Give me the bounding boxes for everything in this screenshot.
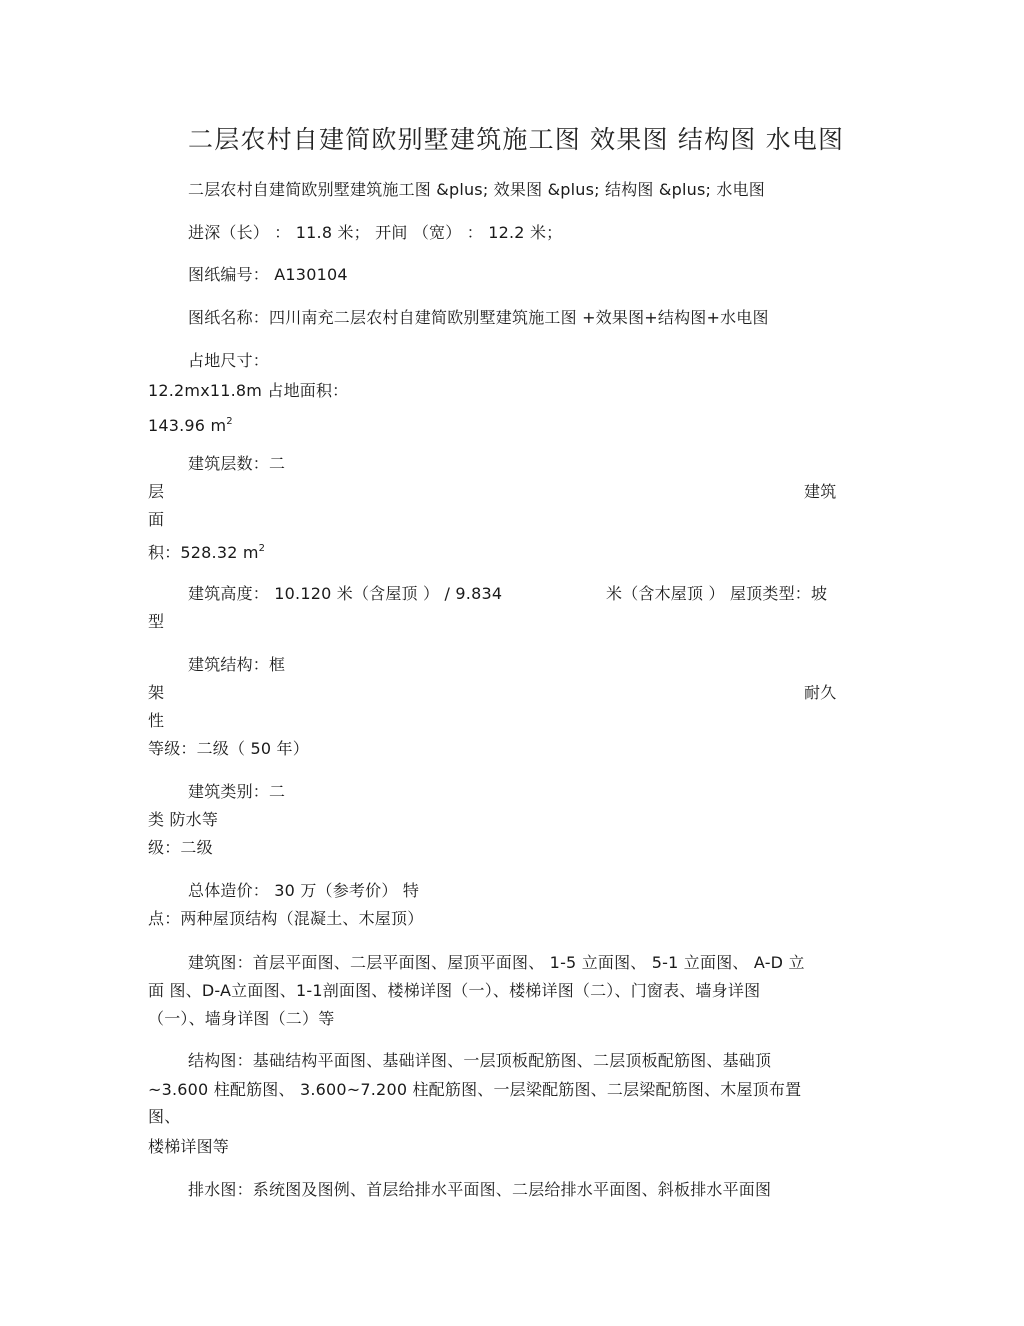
- durability-label-right: 耐久: [804, 683, 837, 702]
- cost-line-2: 点：两种屋顶结构（混凝土、木屋顶）: [148, 909, 424, 928]
- floor-area-line-2: 积：528.32 $m^2$: [148, 543, 266, 562]
- category-line-1: 建筑类别：二: [188, 782, 286, 801]
- structure-line-2: 架: [148, 683, 165, 702]
- site-area-value: 143.96 $m^2$: [148, 416, 233, 435]
- depth-width-line: 进深（长） ： 11.8 米； 开间 （宽） ： 12.2 米；: [188, 223, 563, 242]
- drawing-name-line: 图纸名称：四川南充二层农村自建简欧别墅建筑施工图 +效果图+结构图+水电图: [188, 308, 769, 327]
- floors-line-2: 层: [148, 482, 165, 501]
- structure-drawings-line-2: ~3.600 柱配筋图、 3.600~7.200 柱配筋图、一层梁配筋图、二层梁配筋图、木屋顶布置: [148, 1080, 802, 1099]
- drawing-number-line: 图纸编号： A130104: [188, 265, 348, 284]
- architecture-drawings-line-1: 建筑图：首层平面图、二层平面图、屋顶平面图、 1-5 立面图、 5-1 立面图、 A-D 立: [188, 953, 805, 972]
- drainage-drawings-line-1: 排水图：系统图及图例、首层给排水平面图、二层给排水平面图、斜板排水平面图: [188, 1180, 772, 1199]
- architecture-drawings-line-2: 面 图、D-A立面图、1-1剖面图、楼梯详图（一）、楼梯详图（二）、门窗表、墙身详图: [148, 981, 761, 1000]
- architecture-drawings-line-3: （一）、墙身详图（二）等: [148, 1009, 335, 1028]
- cost-line-1: 总体造价： 30 万（参考价） 特: [188, 881, 420, 900]
- site-size-value: 12.2mx11.8m 占地面积：: [148, 381, 349, 400]
- structure-line-1: 建筑结构：框: [188, 655, 286, 674]
- subtitle-line: 二层农村自建简欧别墅建筑施工图 &plus; 效果图 &plus; 结构图 &plus; 水电图: [188, 180, 765, 199]
- structure-drawings-line-4: 楼梯详图等: [148, 1137, 230, 1156]
- height-line-right: 米（含木屋顶 ） 屋顶类型：坡: [606, 584, 828, 603]
- structure-line-4: 等级：二级（ 50 年）: [148, 739, 309, 758]
- structure-drawings-line-3: 图、: [148, 1107, 181, 1126]
- height-line-left: 建筑高度： 10.120 米（含屋顶 ） / 9.834: [188, 584, 503, 603]
- category-line-2: 类 防水等: [148, 810, 219, 829]
- site-size-label: 占地尺寸：: [188, 351, 270, 370]
- height-line-wrap: 型: [148, 612, 165, 631]
- structure-drawings-line-1: 结构图：基础结构平面图、基础详图、一层顶板配筋图、二层顶板配筋图、基础顶: [188, 1051, 772, 1070]
- category-line-3: 级：二级: [148, 838, 213, 857]
- floor-area-unit-superscript: 2: [258, 543, 266, 554]
- floors-line-1: 建筑层数：二: [188, 454, 286, 473]
- floor-area-line-1: 面: [148, 510, 165, 529]
- area-unit-superscript: 2: [226, 416, 233, 427]
- structure-line-3: 性: [148, 711, 165, 730]
- floor-area-label-right: 建筑: [804, 482, 837, 501]
- document-title: 二层农村自建简欧别墅建筑施工图 效果图 结构图 水电图: [188, 125, 845, 154]
